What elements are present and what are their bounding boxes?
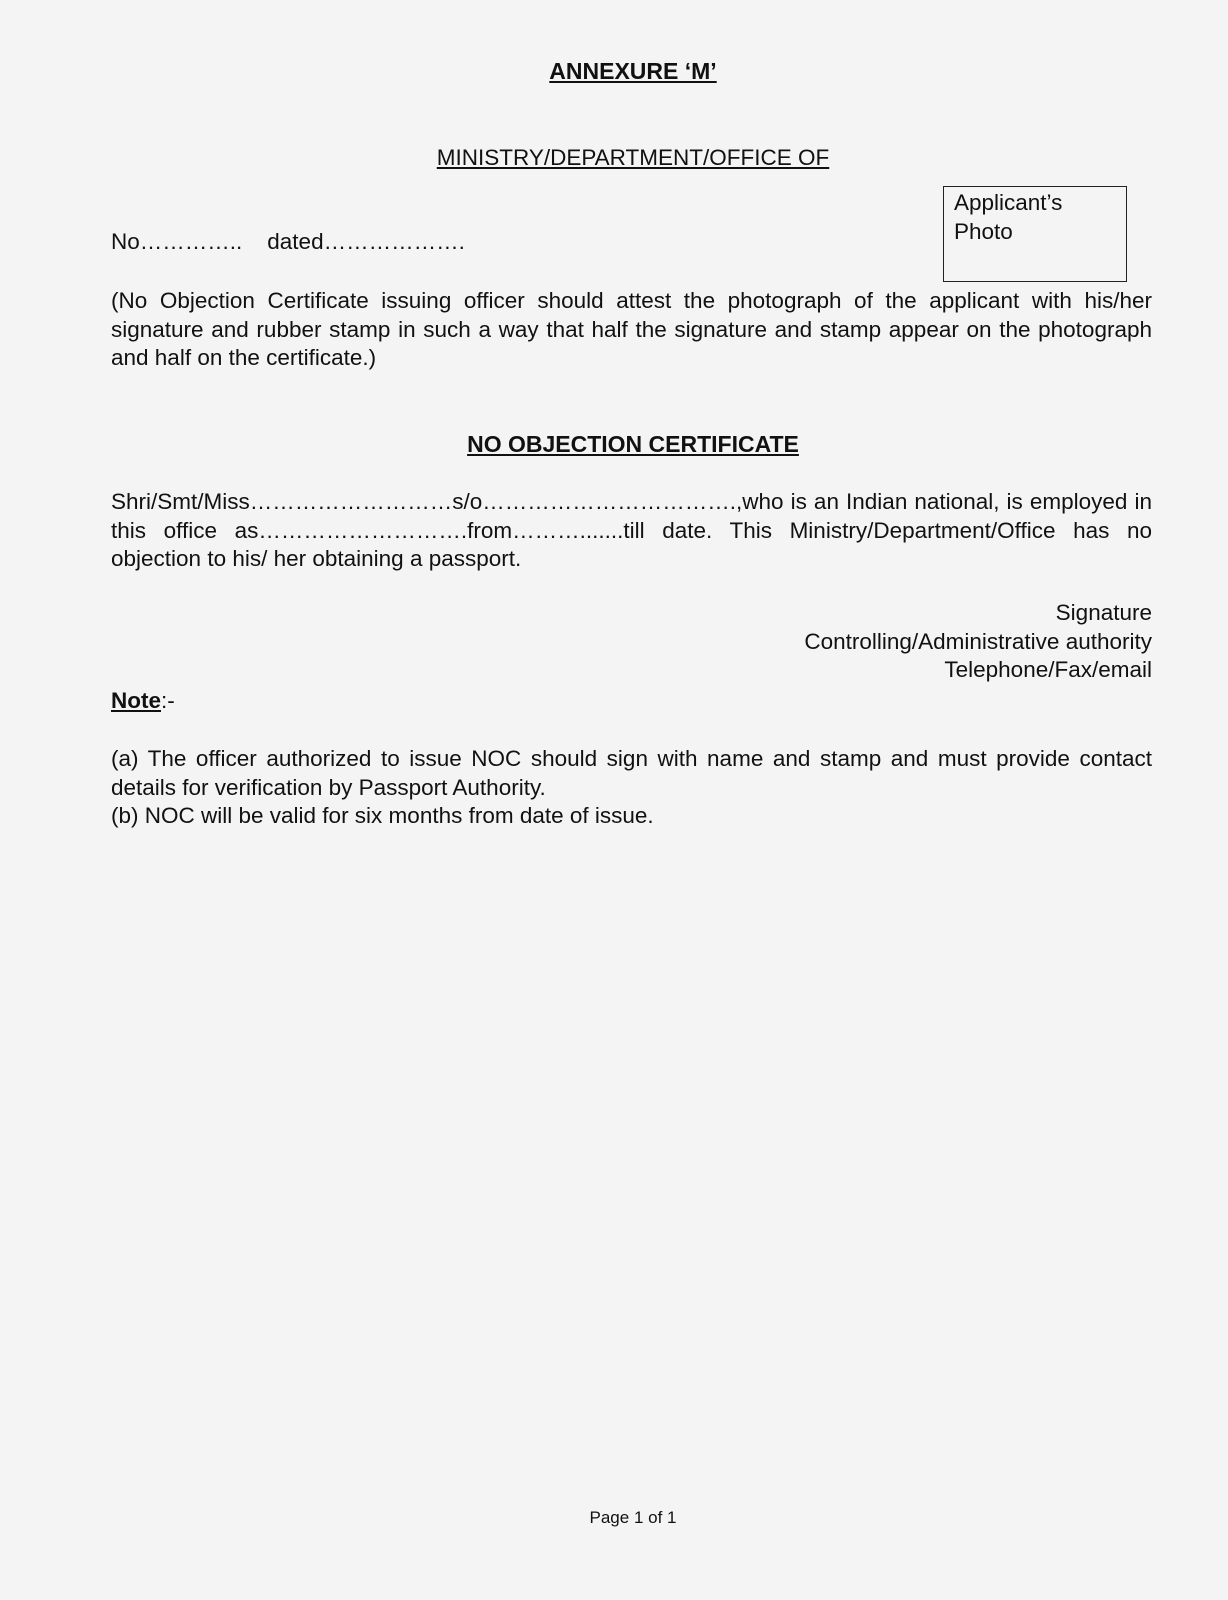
- photo-box-line-2: Photo: [954, 219, 1013, 244]
- annexure-heading: ANNEXURE ‘M’: [549, 58, 717, 84]
- note-heading-suffix: :-: [161, 688, 175, 713]
- note-heading: [111, 688, 175, 714]
- instruction-paragraph: (No Objection Certificate issuing officer should attest the photograph of the applicant with his/her signature and rubber stamp in such a way that half the signature and stamp appear on the photograph and half on the certificate.): [111, 288, 1152, 370]
- note-item-b: (b) NOC will be valid for six months from date of issue.: [111, 803, 654, 828]
- reference-number: No…………..: [111, 229, 243, 254]
- signature-block: [804, 599, 1152, 685]
- reference-date: dated……………….: [267, 229, 465, 254]
- signature-label: Signature: [1055, 600, 1152, 625]
- certificate-body: Shri/Smt/Miss………………………s/o…………………………….,who is an Indian national, is employed in this office as……………………….from……….......till date. This Ministry/Department/Office has no objection to his/ her obtaining a passport.: [111, 489, 1152, 571]
- note-item-a: (a) The officer authorized to issue NOC should sign with name and stamp and must provide contact details for verification by Passport Authority.: [111, 746, 1152, 800]
- ministry-heading: MINISTRY/DEPARTMENT/OFFICE OF: [436, 145, 830, 170]
- applicant-photo-box: [943, 186, 1127, 282]
- authority-label: Controlling/Administrative authority: [804, 628, 1152, 654]
- certificate-title: NO OBJECTION CERTIFICATE: [467, 431, 799, 457]
- page-number: Page 1 of 1: [589, 1508, 677, 1527]
- contact-label: Telephone/Fax/email: [944, 657, 1152, 682]
- reference-line: [111, 229, 465, 255]
- photo-box-line-1: Applicant’s: [954, 190, 1063, 215]
- note-heading-label: Note: [111, 688, 161, 713]
